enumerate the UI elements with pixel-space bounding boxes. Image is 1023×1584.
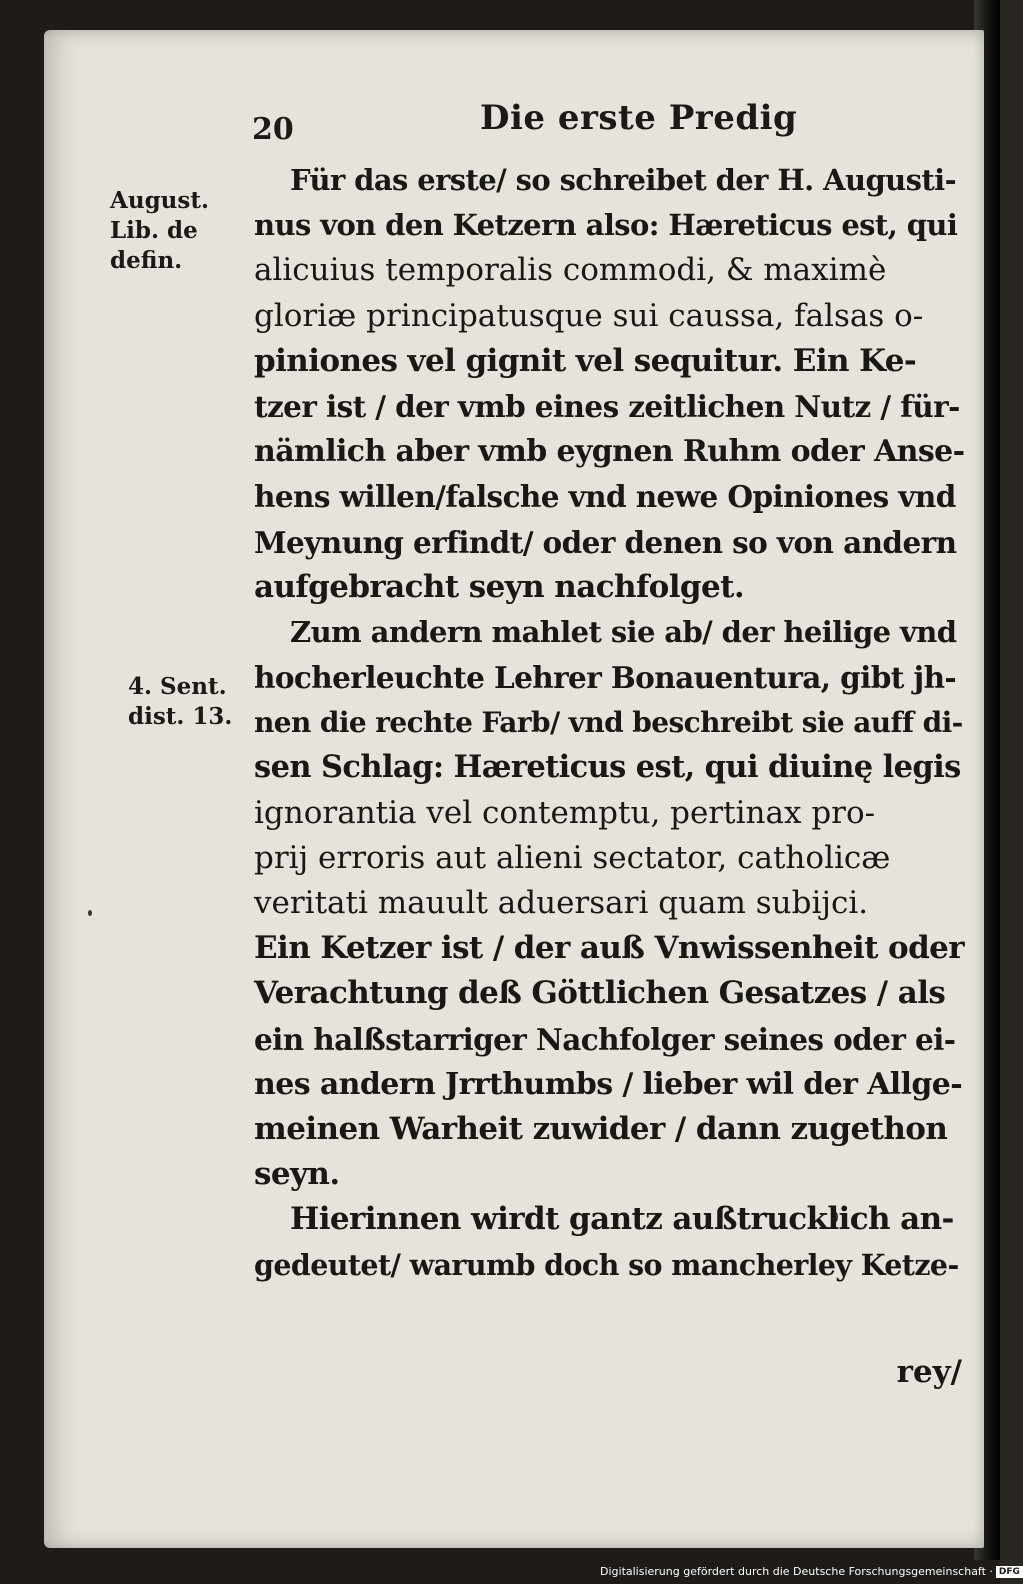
text-line: sen Schlag: Hæreticus est, qui diuinę legis	[254, 749, 961, 786]
text-line: aufgebracht seyn nachfolget.	[254, 568, 745, 605]
text-line: prij erroris aut alieni sectator, catholicæ	[254, 839, 891, 876]
text-line: piniones vel gignit vel sequitur. Ein Ke-	[254, 342, 917, 379]
text-line: hens willen/falsche vnd newe Opiniones vnd	[254, 479, 956, 515]
text-line: nus von den Ketzern also: Hæreticus est, qui	[254, 208, 958, 243]
paper-speck	[88, 910, 92, 916]
body-text	[254, 158, 966, 1288]
running-head: Die erste Predig	[480, 98, 798, 138]
margin-note-line: dist. 13.	[128, 703, 233, 730]
catchword: rey/	[896, 1354, 962, 1390]
margin-note-line: 4. Sent.	[128, 673, 227, 700]
margin-note-line: Lib. de	[110, 217, 198, 244]
text-line: Verachtung deß Göttlichen Gesatzes / als	[254, 975, 946, 1012]
text-line: Zum andern mahlet sie ab/ der heilige vnd	[290, 614, 957, 649]
text-line: Ein Ketzer ist / der auß Vnwissenheit oder	[254, 930, 965, 967]
text-line: Für das erste/ so schreibet der H. Augusti-	[290, 163, 957, 197]
text-line: tzer ist / der vmb eines zeitlichen Nutz / für-	[254, 388, 960, 424]
text-line: nämlich aber vmb eygnen Ruhm oder Anse-	[254, 434, 965, 470]
text-line: nes andern Jrrthumbs / lieber wil der Allge-	[254, 1066, 963, 1102]
text-line: hocherleuchte Lehrer Bonauentura, gibt jh-	[254, 660, 957, 696]
text-line: veritati mauult aduersari quam subijci.	[254, 885, 869, 921]
margin-note-sentences	[128, 672, 232, 732]
margin-note-augustinus	[110, 186, 209, 276]
text-line: meinen Warheit zuwider / dann zugethon	[254, 1110, 948, 1147]
text-line: alicuius temporalis commodi, & maximè	[254, 252, 887, 289]
dfg-logo: DFG	[996, 1566, 1023, 1578]
text-line: gloriæ principatusque sui caussa, falsas o-	[254, 297, 924, 334]
text-line: Meynung erfindt/ oder denen so von andern	[254, 524, 957, 560]
text-line: ein halßstarriger Nachfolger seines oder ei-	[254, 1021, 956, 1057]
text-line: nen die rechte Farb/ vnd beschreibt sie auff di-	[254, 706, 963, 740]
margin-note-line: August.	[110, 187, 209, 214]
text-line: gedeutet/ warumb doch so mancherley Ketze-	[254, 1247, 959, 1282]
page-number: 20	[252, 112, 294, 147]
credit-text: Digitalisierung gefördert durch die Deutsche Forschungsgemeinschaft ·	[600, 1565, 993, 1578]
text-line: ignorantia vel contemptu, pertinax pro-	[254, 794, 876, 831]
digitization-credit	[600, 1562, 1020, 1582]
text-line: seyn.	[254, 1156, 340, 1193]
margin-note-line: defin.	[110, 247, 183, 274]
text-line: Hierinnen wirdt gantz außtrucklich an-	[290, 1201, 954, 1238]
